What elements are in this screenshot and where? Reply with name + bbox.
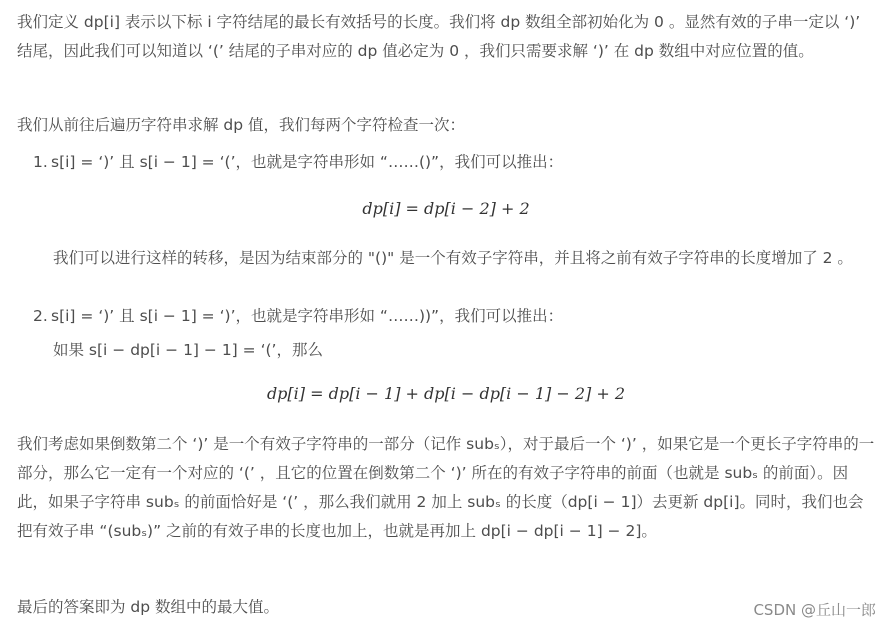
paragraph-explanation: 我们考虑如果倒数第二个 ‘)’ 是一个有效子字符串的一部分（记作 subₛ），对于最后一个 ‘)’ ，如果它是一个更长子字符串的一部分，那么它一定有一个对应的 ‘(’ ，且它的位置在倒数第二个 ‘)’ 所在的有效子字符串的前面（也就是 subₛ 的前面）。因此，如果子字符串 subₛ 的前面恰好是 ‘(’ ，那么我们就用 2 加上 subₛ 的长度（dp[i − 1]）去更新 dp[i]。同时，我们也会把有效子串 “(subₛ)” 之前的有效子串的长度也加上，也就是再加上 dp[i − dp[i − 1] − 2]。 — [17, 435, 875, 540]
formula-case-1: dp[i] = dp[i − 2] + 2 — [362, 199, 530, 218]
case-2-text: s[i] = ‘)’ 且 s[i − 1] = ‘)’，也就是字符串形如 “……))”，我们可以推出： — [51, 307, 564, 325]
paragraph-conclusion: 最后的答案即为 dp 数组中的最大值。 — [17, 598, 280, 616]
paragraph-definition: 我们定义 dp[i] 表示以下标 i 字符结尾的最长有效括号的长度。我们将 dp 数组全部初始化为 0 。显然有效的子串一定以 ‘)’ 结尾，因此我们可以知道以 ‘(’ 结尾的子串对应的 dp 值必定为 0 ，我们只需要求解 ‘)’ 在 dp 数组中对应位置的值。 — [17, 13, 861, 60]
case-1-note: 我们可以进行这样的转移，是因为结束部分的 "()" 是一个有效子字符串，并且将之前有效子字符串的长度增加了 2 。 — [53, 249, 853, 267]
list-number: 1. — [33, 153, 48, 171]
formula-case-2: dp[i] = dp[i − 1] + dp[i − dp[i − 1] − 2] + 2 — [266, 384, 626, 403]
list-item-case-1 — [33, 148, 875, 177]
paragraph-traverse: 我们从前往后遍历字符串求解 dp 值，我们每两个字符检查一次： — [17, 116, 466, 134]
list-item-case-2 — [33, 302, 875, 331]
case-1-text: s[i] = ‘)’ 且 s[i − 1] = ‘(’，也就是字符串形如 “……()”，我们可以推出： — [51, 153, 564, 171]
case-2-condition: 如果 s[i − dp[i − 1] − 1] = ‘(’，那么 — [53, 341, 323, 359]
list-number: 2. — [33, 307, 48, 325]
watermark: CSDN @丘山一郎 — [753, 601, 876, 619]
